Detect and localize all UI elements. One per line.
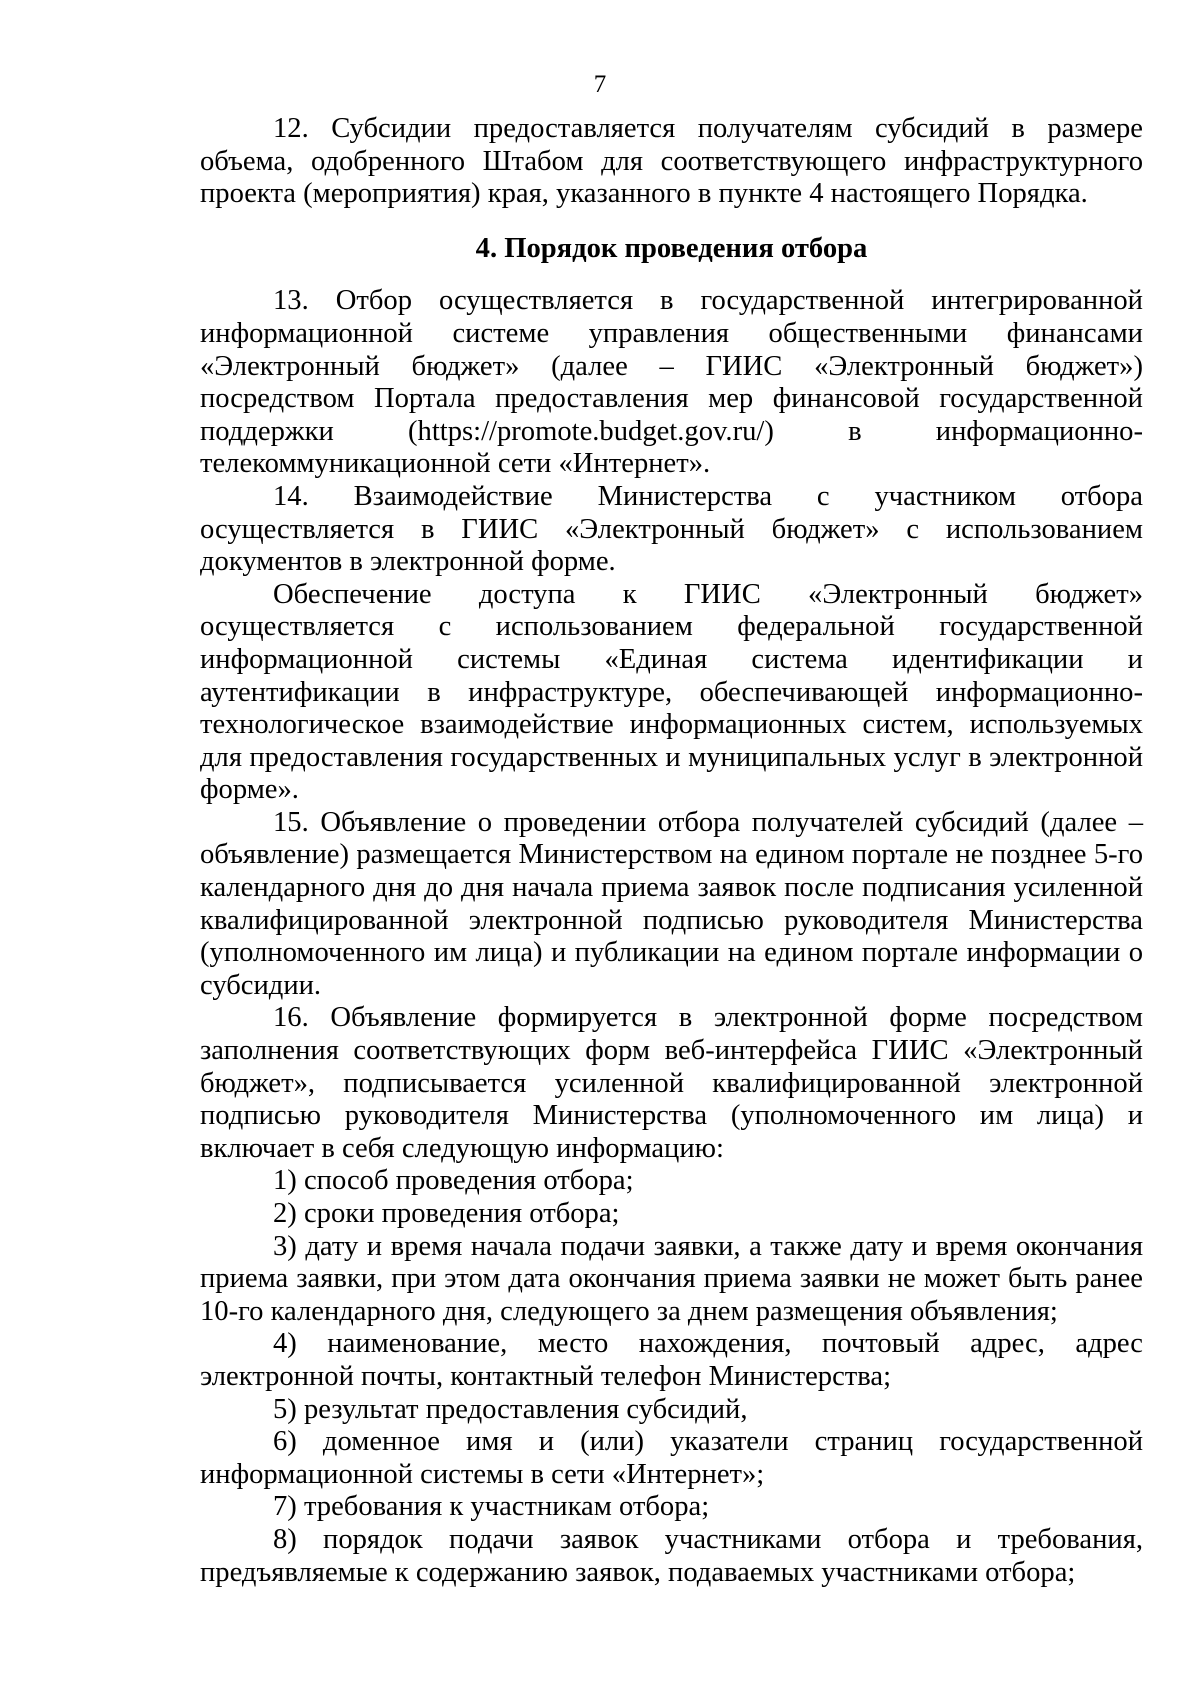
page-number: 7	[593, 71, 607, 98]
paragraph-15: 15. Объявление о проведении отбора получателей субсидий (далее – объявление) размещается Министерством на едином портале не позднее 5-го календарного дня до дня начала приема заявок после подписания усиленной квалифицированной электронной подписью руководителя Министерства (уполномоченного им лица) и публикации на едином портале информации о субсидии.	[200, 806, 1143, 1001]
list-item-4: 4) наименование, место нахождения, почтовый адрес, адрес электронной почты, контактный телефон Министерства;	[200, 1328, 1143, 1392]
paragraph-13: 13. Отбор осуществляется в государственной интегрированной информационной системе управления общественными финансами «Электронный бюджет» (далее – ГИИС «Электронный бюджет») посредством Портала предоставления мер финансовой государственной поддержки (https://promote.budget.gov.ru/) в информационно-телекоммуникационной сети «Интернет».	[200, 285, 1143, 480]
list-item-7: 7) требования к участникам отбора;	[273, 1491, 710, 1523]
paragraph-12: 12. Субсидии предоставляется получателям субсидий в размере объема, одобренного Штабом для соответствующего инфраструктурного проекта (мероприятия) края, указанного в пункте 4 настоящего Порядка.	[200, 113, 1143, 210]
list-item-8: 8) порядок подачи заявок участниками отбора и требования, предъявляемые к содержанию заявок, подаваемых участниками отбора;	[200, 1523, 1143, 1588]
paragraph-14: 14. Взаимодействие Министерства с участником отбора осуществляется в ГИИС «Электронный бюджет» с использованием документов в электронной форме.	[200, 480, 1143, 578]
list-item-6: 6) доменное имя и (или) указатели страниц государственной информационной системы в сети «Интернет»;	[200, 1426, 1143, 1490]
list-item-3: 3) дату и время начала подачи заявки, а также дату и время окончания приема заявки, при этом дата окончания приема заявки не может быть ранее 10-го календарного дня, следующего за днем размещения объявления;	[200, 1230, 1143, 1327]
paragraph-16: 16. Объявление формируется в электронной форме посредством заполнения соответствующих форм веб-интерфейса ГИИС «Электронный бюджет», подписывается усиленной квалифицированной электронной подписью руководителя Министерства (уполномоченного им лица) и включает в себя следующую информацию:	[200, 1002, 1143, 1164]
paragraph-access: Обеспечение доступа к ГИИС «Электронный бюджет» осуществляется с использованием федеральной государственной информационной системы «Единая система идентификации и аутентификации в инфраструктуре, обеспечивающей информационно-технологическое взаимодействие информационных систем, используемых для предоставления государственных и муниципальных услуг в электронной форме».	[200, 578, 1143, 806]
section-heading: 4. Порядок проведения отбора	[475, 232, 868, 264]
document-body	[200, 113, 1143, 1589]
list-item-1: 1) способ проведения отбора;	[273, 1165, 634, 1197]
list-item-2: 2) сроки проведения отбора;	[273, 1198, 620, 1229]
list-item-5: 5) результат предоставления субсидий,	[273, 1393, 748, 1425]
